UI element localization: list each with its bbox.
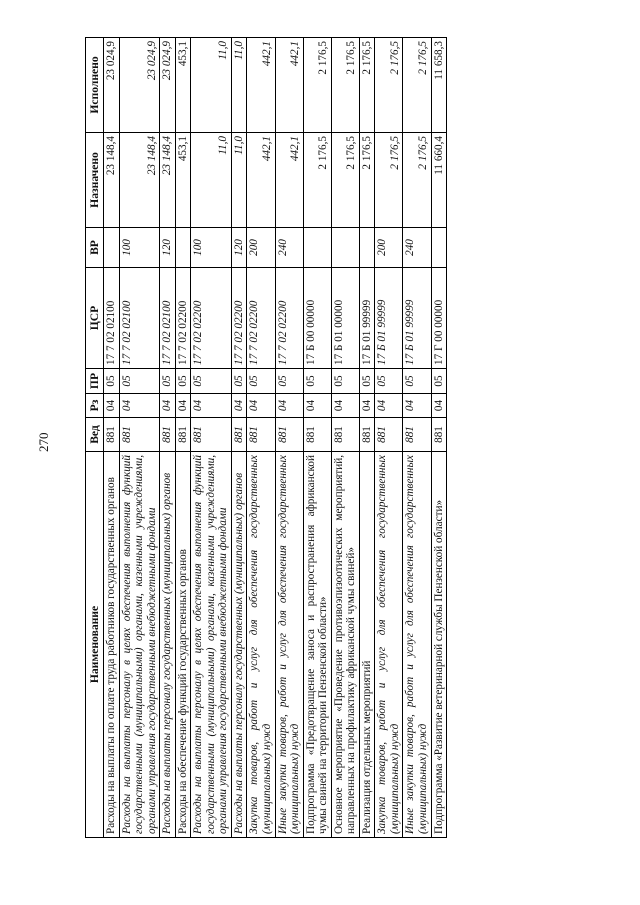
table-body	[103, 38, 446, 838]
row-vr-cell: 240	[275, 228, 303, 268]
row-pr-cell: 05	[331, 369, 359, 394]
table-row	[275, 38, 303, 838]
row-rz-cell: 04	[431, 394, 447, 418]
header-pr: ПР	[86, 369, 104, 394]
row-pr-cell: 05	[375, 369, 403, 394]
row-csr-cell: 17 Б 01 99999	[359, 268, 375, 369]
row-vr-cell: 200	[375, 228, 403, 268]
row-rz-cell: 04	[160, 394, 176, 418]
row-rz-cell: 04	[403, 394, 431, 418]
table-row	[303, 38, 331, 838]
row-ved-cell: 881	[119, 418, 160, 452]
row-ved-cell: 881	[103, 418, 119, 452]
row-csr-cell: 17 7 02 02200	[275, 268, 303, 369]
row-name-cell: Закупка товаров, работ и услуг для обеспечения государственных (муниципальных) нужд	[247, 452, 275, 838]
row-name-cell: Подпрограмма «Предотвращение заноса и распространения африканской чумы свиней на территории Пензенской области»	[303, 452, 331, 838]
row-executed-cell: 23 024,9	[119, 38, 160, 133]
row-pr-cell: 05	[103, 369, 119, 394]
row-name-cell: Расходы на выплаты персоналу в целях обеспечения выполнения функций государственными (муниципальными) органами, казенными учреждениями, органами управления государственными внебюджетными фондами	[119, 452, 160, 838]
row-planned-cell: 442,1	[275, 133, 303, 228]
row-pr-cell: 05	[191, 369, 232, 394]
row-csr-cell: 17 Б 01 99999	[375, 268, 403, 369]
row-planned-cell: 11 660,4	[431, 133, 447, 228]
row-name-cell: Реализация отдельных мероприятий	[359, 452, 375, 838]
row-rz-cell: 04	[191, 394, 232, 418]
table-row	[160, 38, 176, 838]
row-executed-cell: 442,1	[275, 38, 303, 133]
header-name: Наименование	[86, 452, 104, 838]
table-row	[231, 38, 247, 838]
header-vr: ВР	[86, 228, 104, 268]
row-planned-cell: 11,0	[231, 133, 247, 228]
row-executed-cell: 453,1	[175, 38, 191, 133]
row-planned-cell: 2 176,5	[403, 133, 431, 228]
row-rz-cell: 04	[119, 394, 160, 418]
row-vr-cell	[303, 228, 331, 268]
row-ved-cell: 881	[275, 418, 303, 452]
row-name-cell: Расходы на обеспечение функций государственных органов	[175, 452, 191, 838]
header-rz: Рз	[86, 394, 104, 418]
row-pr-cell: 05	[160, 369, 176, 394]
row-planned-cell: 442,1	[247, 133, 275, 228]
row-ved-cell: 881	[359, 418, 375, 452]
row-rz-cell: 04	[175, 394, 191, 418]
table-row	[175, 38, 191, 838]
row-rz-cell: 04	[247, 394, 275, 418]
table-row	[331, 38, 359, 838]
row-vr-cell: 100	[191, 228, 232, 268]
row-ved-cell: 881	[231, 418, 247, 452]
row-pr-cell: 05	[119, 369, 160, 394]
row-vr-cell	[175, 228, 191, 268]
row-pr-cell: 05	[303, 369, 331, 394]
row-csr-cell: 17 7 02 02100	[160, 268, 176, 369]
row-name-cell: Расходы на выплаты персоналу в целях обеспечения выполнения функций государственными (муниципальными) органами, казенными учреждениями, органами управления государственными внебюджетными фондами	[191, 452, 232, 838]
row-vr-cell	[331, 228, 359, 268]
row-name-cell: Подпрограмма «Развитие ветеринарной службы Пензенской области»	[431, 452, 447, 838]
row-pr-cell: 05	[403, 369, 431, 394]
row-executed-cell: 11,0	[231, 38, 247, 133]
table-row	[403, 38, 431, 838]
row-name-cell: Иные закупки товаров, работ и услуг для обеспечения государственных (муниципальных) нужд	[275, 452, 303, 838]
table-row	[191, 38, 232, 838]
row-planned-cell: 23 148,4	[160, 133, 176, 228]
row-csr-cell: 17 Г 00 00000	[431, 268, 447, 369]
row-pr-cell: 05	[275, 369, 303, 394]
row-pr-cell: 05	[247, 369, 275, 394]
table-row	[375, 38, 403, 838]
row-planned-cell: 11,0	[191, 133, 232, 228]
row-executed-cell: 2 176,5	[375, 38, 403, 133]
row-executed-cell: 23 024,9	[160, 38, 176, 133]
row-planned-cell: 2 176,5	[375, 133, 403, 228]
row-name-cell: Иные закупки товаров, работ и услуг для обеспечения государственных (муниципальных) нужд	[403, 452, 431, 838]
header-csr: ЦСР	[86, 268, 104, 369]
row-ved-cell: 881	[247, 418, 275, 452]
row-csr-cell: 17 7 02 02200	[175, 268, 191, 369]
row-csr-cell: 17 Б 01 00000	[331, 268, 359, 369]
row-vr-cell	[431, 228, 447, 268]
row-executed-cell: 11,0	[191, 38, 232, 133]
row-executed-cell: 442,1	[247, 38, 275, 133]
row-vr-cell	[103, 228, 119, 268]
table-header-row	[86, 38, 104, 838]
header-ved: Вед	[86, 418, 104, 452]
table-row	[359, 38, 375, 838]
row-executed-cell: 23 024,9	[103, 38, 119, 133]
row-rz-cell: 04	[359, 394, 375, 418]
row-name-cell: Расходы на выплаты по оплате труда работников государственных органов	[103, 452, 119, 838]
row-planned-cell: 2 176,5	[331, 133, 359, 228]
row-csr-cell: 17 7 02 02100	[119, 268, 160, 369]
row-rz-cell: 04	[303, 394, 331, 418]
row-executed-cell: 2 176,5	[359, 38, 375, 133]
row-csr-cell: 17 7 02 02100	[103, 268, 119, 369]
row-rz-cell: 04	[103, 394, 119, 418]
row-name-cell: Основное мероприятие «Проведение противоэпизоотических мероприятий, направленных на профилактику африканской чумы свиней»	[331, 452, 359, 838]
row-name-cell: Расходы на выплаты персоналу государственных (муниципальных) органов	[160, 452, 176, 838]
row-name-cell: Расходы на выплаты персоналу государственных (муниципальных) органов	[231, 452, 247, 838]
row-vr-cell	[359, 228, 375, 268]
row-ved-cell: 881	[303, 418, 331, 452]
row-vr-cell: 240	[403, 228, 431, 268]
page-number: 270	[36, 432, 51, 452]
table-row	[119, 38, 160, 838]
row-executed-cell: 2 176,5	[403, 38, 431, 133]
row-pr-cell: 05	[431, 369, 447, 394]
row-csr-cell: 17 7 02 02200	[231, 268, 247, 369]
row-ved-cell: 881	[191, 418, 232, 452]
row-ved-cell: 881	[331, 418, 359, 452]
rotated-page	[85, 38, 555, 838]
row-rz-cell: 04	[375, 394, 403, 418]
row-rz-cell: 04	[231, 394, 247, 418]
row-pr-cell: 05	[175, 369, 191, 394]
row-ved-cell: 881	[175, 418, 191, 452]
row-pr-cell: 05	[359, 369, 375, 394]
table-row	[431, 38, 447, 838]
row-vr-cell: 120	[160, 228, 176, 268]
row-name-cell: Закупка товаров, работ и услуг для обеспечения государственных (муниципальных) нужд	[375, 452, 403, 838]
row-csr-cell: 17 7 02 02200	[247, 268, 275, 369]
row-ved-cell: 881	[160, 418, 176, 452]
row-planned-cell: 23 148,4	[103, 133, 119, 228]
row-pr-cell: 05	[231, 369, 247, 394]
row-executed-cell: 11 658,3	[431, 38, 447, 133]
row-ved-cell: 881	[431, 418, 447, 452]
row-csr-cell: 17 Б 00 00000	[303, 268, 331, 369]
row-rz-cell: 04	[275, 394, 303, 418]
row-planned-cell: 2 176,5	[303, 133, 331, 228]
row-planned-cell: 2 176,5	[359, 133, 375, 228]
row-executed-cell: 2 176,5	[331, 38, 359, 133]
row-planned-cell: 453,1	[175, 133, 191, 228]
row-rz-cell: 04	[331, 394, 359, 418]
table-row	[103, 38, 119, 838]
table-row	[247, 38, 275, 838]
row-ved-cell: 881	[403, 418, 431, 452]
row-ved-cell: 881	[375, 418, 403, 452]
budget-table	[85, 37, 447, 838]
row-csr-cell: 17 7 02 02200	[191, 268, 232, 369]
header-executed: Исполнено	[86, 38, 104, 133]
row-executed-cell: 2 176,5	[303, 38, 331, 133]
row-vr-cell: 120	[231, 228, 247, 268]
header-planned: Назначено	[86, 133, 104, 228]
row-vr-cell: 200	[247, 228, 275, 268]
row-vr-cell: 100	[119, 228, 160, 268]
row-planned-cell: 23 148,4	[119, 133, 160, 228]
row-csr-cell: 17 Б 01 99999	[403, 268, 431, 369]
page-number-area	[0, 0, 51, 905]
